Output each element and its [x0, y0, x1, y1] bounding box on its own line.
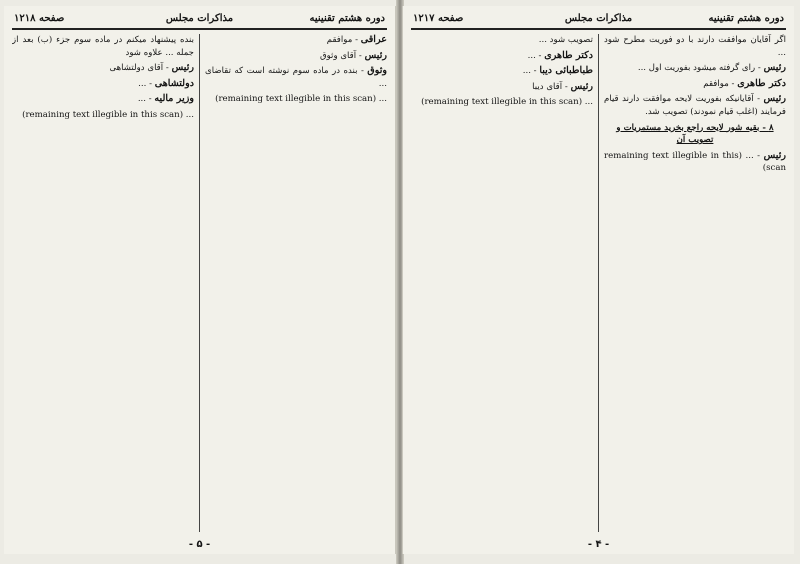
speaker-name: رئیس	[763, 149, 786, 161]
left-page-column-right	[205, 34, 387, 532]
right-page-column-right	[604, 34, 786, 532]
speaker-name: رئیس	[570, 80, 593, 92]
speech-text: تصویب شود ...	[538, 35, 593, 45]
speech-text: بنده پیشنهاد میکنم در ماده سوم جزء (ب) بعد از جمله ... علاوه شود	[12, 35, 194, 58]
column-divider	[598, 34, 599, 532]
speech-paragraph: رئیس - آقای وثوق	[319, 49, 387, 61]
speech-paragraph	[411, 34, 593, 47]
speech-paragraph: دولتشاهی - ...	[138, 77, 194, 89]
speech-paragraph: دکتر طاهری - موافقم	[703, 77, 786, 89]
left-page-session: دوره هشتم تقنینیه	[309, 13, 385, 24]
speech-paragraph: رئیس - آقای دولتشاهی	[109, 62, 194, 74]
speaker-name: عراقی	[360, 34, 387, 45]
speaker-name: رئیس	[364, 49, 387, 61]
speaker-name: دولتشاهی	[154, 77, 194, 89]
speech-paragraph: عراقی - موافقم	[326, 34, 387, 45]
speech-paragraph: رئیس - رای گرفته میشود بفوریت اول ...	[637, 62, 786, 74]
left-page-number: صفحه ۱۲۱۸	[14, 13, 65, 24]
speech-paragraph: رئیس - آقای دیبا	[532, 80, 593, 92]
speech-text: موافقم	[326, 35, 353, 45]
speech-text: آقای دولتشاهی	[109, 63, 164, 74]
speech-text: اگر آقایان موافقت دارند با دو فوریت مطرح شود ...	[604, 35, 786, 58]
speech-text: ... (remaining text illegible in this scan)	[22, 109, 194, 120]
speaker-name: رئیس	[763, 62, 786, 74]
right-page-header	[411, 10, 786, 30]
speaker-name: دکتر طاهری	[544, 49, 593, 61]
speech-paragraph: وزیر مالیه - ...	[137, 93, 194, 105]
right-page-column-left	[411, 34, 593, 532]
speech-text: آقای وثوق	[319, 50, 357, 61]
speech-text: ۸ - بقیه شور لایحه راجع بخرید مستمریات و تصویب آن	[616, 122, 774, 146]
right-page-session: دوره هشتم تقنینیه	[708, 13, 784, 24]
right-page-journal-title: مذاکرات مجلس	[564, 13, 633, 24]
left-page-journal-title: مذاکرات مجلس	[165, 13, 234, 24]
speech-text: ... (remaining text illegible in this scan)	[215, 94, 387, 105]
left-page-folio: - ۵ -	[188, 539, 211, 550]
speech-text: ... (remaining text illegible in this scan)	[604, 150, 786, 174]
right-page-number: صفحه ۱۲۱۷	[413, 13, 464, 24]
speech-text: ...	[522, 66, 531, 77]
speech-text: ...	[137, 94, 147, 105]
speech-paragraph	[12, 109, 194, 122]
speech-paragraph: رئیس - ... (remaining text illegible in this scan)	[604, 149, 786, 174]
speaker-name: دکتر طاهری	[737, 77, 786, 89]
section-title	[604, 122, 786, 147]
speaker-name: رئیس	[171, 62, 194, 74]
speech-text: آقایانیکه بفوریت لایحه موافقت دارند قیام فرمایند (اغلب قیام نمودند) تصویب شد.	[604, 94, 786, 117]
speech-paragraph	[12, 34, 194, 59]
left-page	[4, 6, 396, 554]
speech-paragraph: وثوق - بنده در ماده سوم نوشته است که تقاضای ...	[205, 65, 387, 89]
speech-paragraph	[411, 96, 593, 109]
speech-paragraph	[205, 93, 387, 106]
left-page-header	[12, 10, 387, 30]
speech-paragraph: دکتر طاهری - ...	[527, 49, 593, 61]
speech-text: آقای دیبا	[532, 81, 563, 92]
speech-text: بنده در ماده سوم نوشته است که تقاضای ...	[205, 66, 387, 89]
speech-text: ...	[138, 78, 147, 89]
speaker-name: طباطبائی دیبا	[539, 65, 593, 77]
speech-text: ...	[527, 50, 536, 61]
speaker-name: وثوق	[367, 65, 387, 77]
speaker-name: رئیس	[763, 93, 786, 105]
speech-paragraph: رئیس - آقایانیکه بفوریت لایحه موافقت دارند قیام فرمایند (اغلب قیام نمودند) تصویب شد.	[604, 93, 786, 117]
speaker-name: وزیر مالیه	[154, 93, 194, 105]
speech-text: ... (remaining text illegible in this scan)	[421, 97, 593, 108]
left-page-column-left	[12, 34, 194, 532]
column-divider	[199, 34, 200, 532]
speech-paragraph	[604, 34, 786, 59]
speech-text: رای گرفته میشود بفوریت اول ...	[637, 63, 756, 74]
right-page	[402, 6, 794, 554]
speech-paragraph: طباطبائی دیبا - ...	[522, 65, 593, 77]
right-page-folio: - ۴ -	[587, 539, 610, 550]
speech-text: موافقم	[703, 78, 729, 89]
